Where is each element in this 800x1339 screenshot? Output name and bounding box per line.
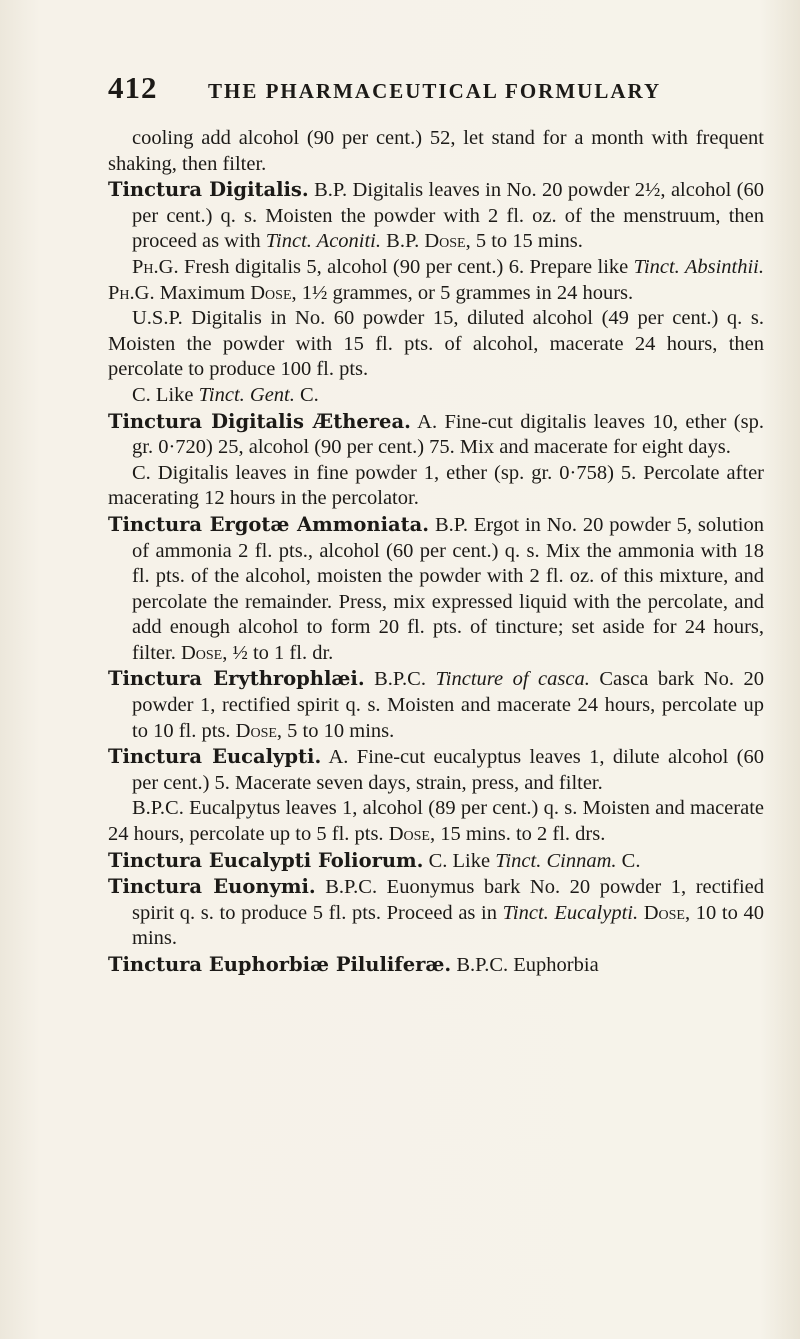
italic-reference: Tincture of casca. bbox=[435, 668, 590, 691]
entry-headword: Tinctura Eucalypti. bbox=[108, 745, 322, 769]
small-caps-text: Dose bbox=[388, 823, 430, 846]
paragraph bbox=[108, 461, 764, 512]
italic-reference: Tinct. Aconiti. bbox=[265, 230, 382, 253]
formulary-entry bbox=[108, 744, 764, 796]
italic-reference: Tinct. Cinnam. bbox=[495, 849, 617, 872]
text-run: B.P. Digitalis leaves in No. 20 powder 2½, alcohol (60 per cent.) q. s. Moisten the powder with 2 fl. oz. of the menstruum, then proceed as with bbox=[132, 179, 764, 253]
entry-headword: Tinctura Euonymi. bbox=[108, 875, 316, 899]
text-run: C. bbox=[616, 849, 641, 872]
paragraph bbox=[108, 383, 764, 409]
text-run: C. Digitalis leaves in fine powder 1, ether (sp. gr. 0·758) 5. Percolate after macerating 12 hours in the percolator. bbox=[108, 461, 764, 510]
text-run: B.P.C. Euphorbia bbox=[451, 954, 599, 976]
formulary-entry bbox=[108, 512, 764, 667]
entry-headword: Tinctura Digitalis Ætherea. bbox=[108, 409, 411, 433]
text-run: , 1½ grammes, or 5 grammes in 24 hours. bbox=[291, 281, 634, 304]
text-run: B.P.C. Euonymus bark No. 20 powder 1, rectified spirit q. s. to produce 5 fl. pts. Proceed as in bbox=[132, 876, 764, 924]
text-run: Fresh digitalis 5, alcohol (90 per cent.) 6. Prepare like bbox=[178, 255, 634, 278]
text-run: C. bbox=[294, 383, 319, 406]
paragraph bbox=[108, 306, 764, 383]
small-caps-text: Dose bbox=[643, 901, 685, 924]
text-run: , 5 to 15 mins. bbox=[465, 230, 583, 253]
small-caps-text: Ph.G. bbox=[132, 255, 179, 278]
formulary-entry bbox=[108, 177, 764, 255]
running-head: THE PHARMACEUTICAL FORMULARY bbox=[208, 79, 662, 103]
formulary-entry bbox=[108, 666, 764, 744]
text-run: Maximum bbox=[154, 281, 251, 304]
small-caps-text: Dose bbox=[250, 281, 292, 304]
text-run: C. Like bbox=[132, 383, 199, 406]
entry-headword: Tinctura Digitalis. bbox=[108, 178, 309, 202]
text-run: B.P. bbox=[381, 230, 425, 253]
formulary-entry bbox=[108, 409, 764, 461]
text-run: , 10 to 40 mins. bbox=[132, 901, 764, 950]
small-caps-text: Dose bbox=[235, 719, 277, 742]
entry-headword: Tinctura Euphorbiæ Piluliferæ. bbox=[108, 953, 452, 976]
page-number: 412 bbox=[108, 70, 158, 105]
text-run: cooling add alcohol (90 per cent.) 52, let stand for a month with frequent shaking, then filter. bbox=[108, 127, 764, 175]
text-run: U.S.P. Digitalis in No. 60 powder 15, diluted alcohol (49 per cent.) q. s. Moisten the powder with 15 fl. pts. of alcohol, macerate 24 hours, then percolate to produce 100 fl. pts. bbox=[108, 307, 764, 381]
page-body bbox=[108, 126, 764, 979]
small-caps-text: Dose bbox=[180, 641, 223, 664]
paragraph bbox=[108, 255, 764, 306]
formulary-entry bbox=[108, 874, 764, 952]
italic-reference: Tinct. Absinthii. bbox=[633, 255, 764, 278]
italic-reference: Tinct. Eucalypti. bbox=[502, 901, 639, 924]
text-run: B.P.C. Eucalpytus leaves 1, alcohol (89 per cent.) q. s. Moisten and macerate 24 hours, percolate up to 5 fl. pts. bbox=[108, 797, 764, 846]
formulary-entry bbox=[108, 952, 764, 979]
entry-headword: Tinctura Eucalypti Foliorum. bbox=[108, 848, 424, 872]
text-run: , 15 mins. to 2 fl. drs. bbox=[429, 823, 606, 846]
italic-reference: Tinct. Gent. bbox=[198, 383, 295, 406]
text-run: A. Fine-cut eucalyptus leaves 1, dilute alcohol (60 per cent.) 5. Macerate seven days, strain, press, and filter. bbox=[132, 746, 764, 794]
paragraph bbox=[108, 126, 764, 177]
text-run: C. Like bbox=[423, 849, 496, 872]
text-run: B.P. Ergot in No. 20 powder 5, solution of ammonia 2 fl. pts., alcohol (60 per cent.) q. s. Mix the ammonia with 18 fl. pts. of the alcohol, moisten the powder with 2 fl. oz. of this mixture, and percolate the remainder. Press, mix expressed liquid with the percolate, and add enough alcohol to form 20 fl. pts. of tincture; set aside for 24 hours, filter. bbox=[132, 513, 764, 664]
text-run: , ½ to 1 fl. dr. bbox=[222, 641, 334, 664]
formulary-entry bbox=[108, 848, 764, 875]
text-run: Casca bark No. 20 powder 1, rectified spirit q. s. Moisten and macerate 24 hours, percolate up to 10 fl. pts. bbox=[132, 668, 764, 742]
text-run: , 5 to 10 mins. bbox=[276, 719, 395, 742]
small-caps-text: Ph.G. bbox=[108, 281, 155, 304]
small-caps-text: Dose bbox=[424, 230, 466, 253]
page-header bbox=[108, 70, 768, 106]
paragraph bbox=[108, 796, 764, 847]
entry-headword: Tinctura Erythrophlæi. bbox=[108, 667, 365, 691]
entry-headword: Tinctura Ergotæ Ammoniata. bbox=[108, 512, 430, 536]
text-run: A. Fine-cut digitalis leaves 10, ether (sp. gr. 0·720) 25, alcohol (90 per cent.) 75. Mix and macerate for eight days. bbox=[132, 410, 764, 459]
text-run: B.P.C. bbox=[364, 668, 436, 691]
